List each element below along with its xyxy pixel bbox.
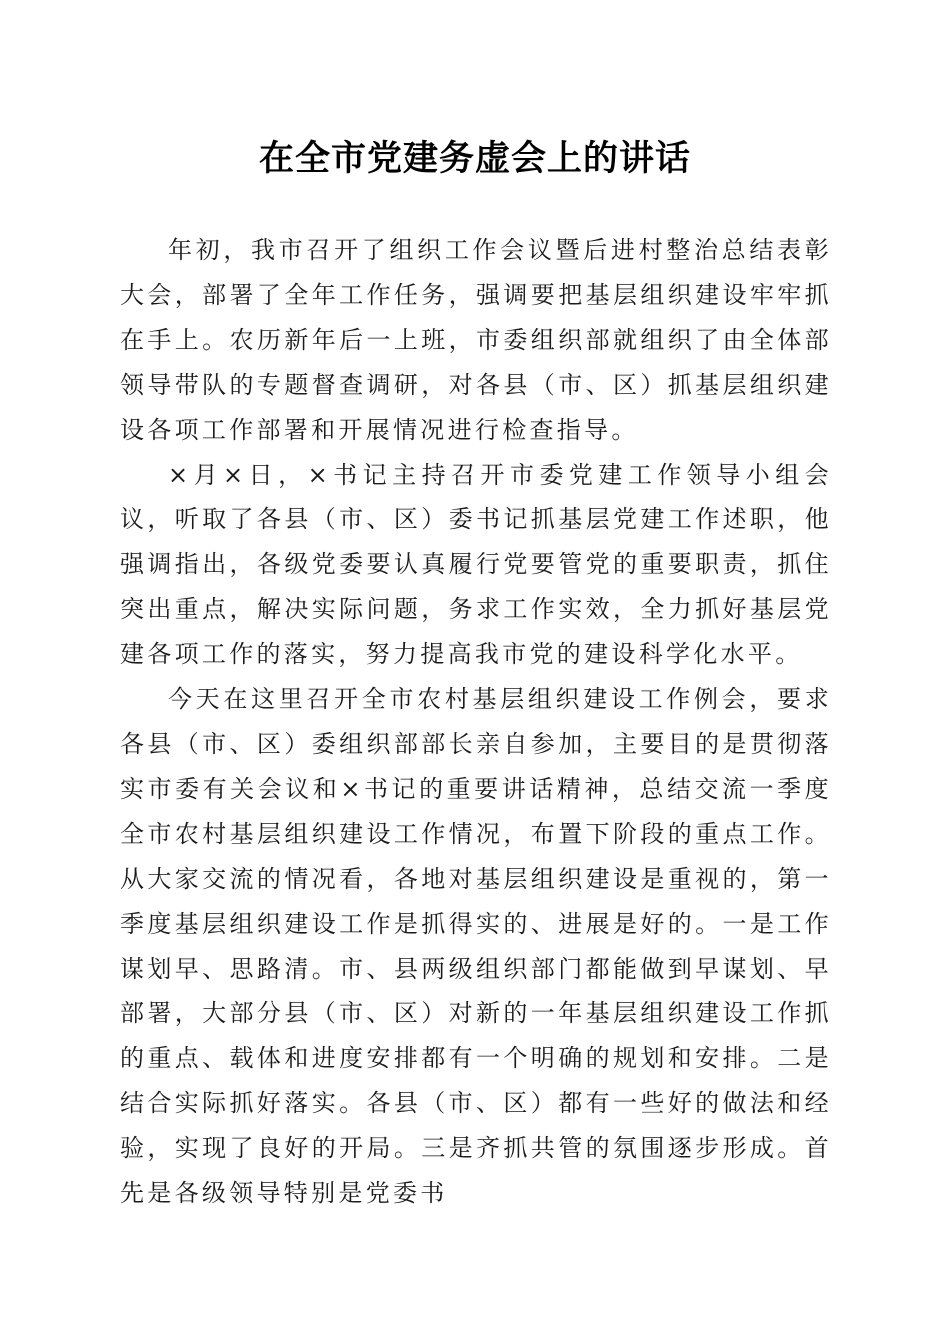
document-title: 在全市党建务虚会上的讲话 — [258, 138, 691, 179]
paragraph: 年初，我市召开了组织工作会议暨后进村整治总结表彰大会，部署了全年工作任务，强调要把基层组织建设牢牢抓在手上。农历新年后一上班，市委组织部就组织了由全体部领导带队的专题督查调研，对各县（市、区）抓基层组织建设各项工作部署和开展情况进行检查指导。 — [120, 236, 832, 444]
paragraph: ×月×日，×书记主持召开市委党建工作领导小组会议，听取了各县（市、区）委书记抓基层党建工作述职，他强调指出，各级党委要认真履行党要管党的重要职责，抓住突出重点，解决实际问题，务求工作实效，全力抓好基层党建各项工作的落实，努力提高我市党的建设科学化水平。 — [120, 460, 832, 669]
document-body — [120, 228, 832, 1216]
paragraph: 今天在这里召开全市农村基层组织建设工作例会，要求各县（市、区）委组织部部长亲自参加，主要目的是贯彻落实市委有关会议和×书记的重要讲话精神，总结交流一季度全市农村基层组织建设工作情况，布置下阶段的重点工作。从大家交流的情况看，各地对基层组织建设是重视的，第一季度基层组织建设工作是抓得实的、进展是好的。一是工作谋划早、思路清。市、县两级组织部门都能做到早谋划、早部署，大部分县（市、区）对新的一年基层组织建设工作抓的重点、载体和进度安排都有一个明确的规划和安排。二是结合实际抓好落实。各县（市、区）都有一些好的做法和经验，实现了良好的开局。三是齐抓共管的氛围逐步形成。首先是各级领导特别是党委书 — [120, 685, 832, 1208]
